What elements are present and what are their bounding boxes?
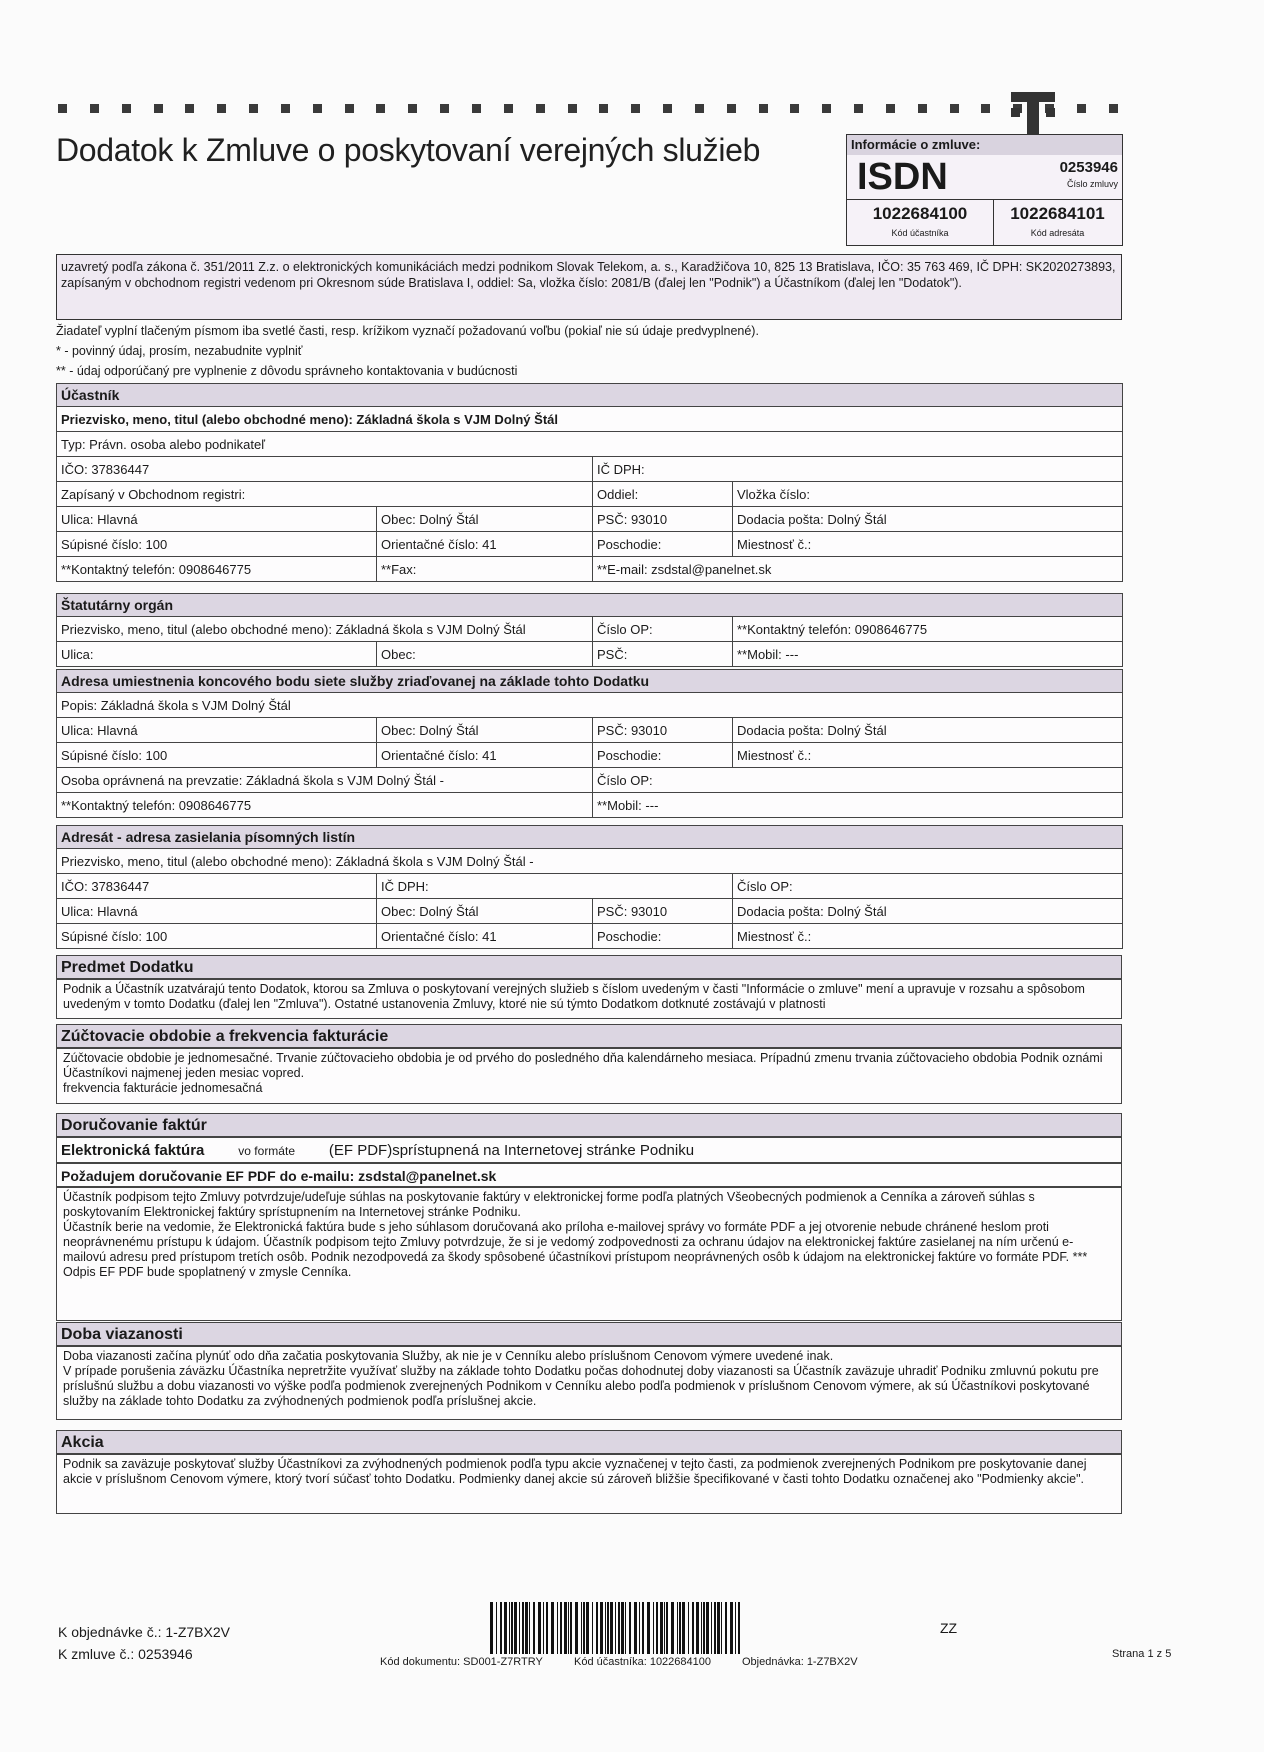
billing-frequency: frekvencia fakturácie jednomesačná: [63, 1081, 263, 1095]
section-participant-title: Účastník: [57, 384, 1123, 407]
participant-orientacne[interactable]: Orientačné číslo: 41: [377, 532, 593, 557]
location-street[interactable]: Ulica: Hlavná: [57, 718, 377, 743]
commitment-text-box: [56, 1346, 1122, 1420]
telekom-logo: [1005, 86, 1061, 136]
participant-email[interactable]: **E-mail: zsdstal@panelnet.sk: [593, 557, 1123, 582]
document-barcode: [490, 1602, 746, 1654]
addressee-code-label: Kód adresáta: [1030, 228, 1085, 238]
addressee-code: 1022684101: [1010, 204, 1105, 223]
participant-street[interactable]: Ulica: Hlavná: [57, 507, 377, 532]
participant-code-box: [847, 199, 994, 246]
addressee-op[interactable]: Číslo OP:: [733, 874, 1123, 899]
contract-info-box: [846, 134, 1123, 246]
delivery-text: Účastník podpisom tejto Zmluvy potvrdzuje/udeľuje súhlas na poskytovanie faktúry v elektronickej forme podľa platných Všeobecných podmienok a Cenníka a zároveň súhlas s poskytovaním Elektronickej faktúry sprístupnením na Internetovej stránke Podniku.: [63, 1190, 1035, 1219]
participant-code-label: Kód účastníka: [891, 228, 949, 238]
location-table: [56, 669, 1123, 818]
note-required: * - povinný údaj, prosím, nezabudnite vyplniť: [56, 344, 303, 358]
location-phone[interactable]: **Kontaktný telefón: 0908646775: [57, 793, 593, 818]
participant-supisne[interactable]: Súpisné číslo: 100: [57, 532, 377, 557]
commitment-text-2: V prípade porušenia záväzku Účastníka nepretržite využívať služby na základe tohto Dodatku počas dohodnutej doby viazanosti sa Účastník zaväzuje uhradiť Podniku zmluvnú pokutu pre príslušnú službu a dobu viazanosti vo výške podľa podmienok zverejnených Podnikom v Cenníku alebo podľa podmienok v príslušnom Cenovom výmere, ak sú Účastníkovi poskytované služby na základe tohto Dodatku za zvýhodnených podmienok podľa príslušnej akcie.: [63, 1364, 1099, 1408]
delivery-format-label: vo formáte: [238, 1144, 295, 1158]
section-commitment-title: Doba viazanosti: [56, 1322, 1122, 1346]
participant-post[interactable]: Dodacia pošta: Dolný Štál: [733, 507, 1123, 532]
footer-zz: ZZ: [940, 1620, 958, 1636]
delivery-efaktura-label: Elektronická faktúra: [61, 1142, 205, 1159]
participant-type[interactable]: Typ: Právn. osoba alebo podnikateľ: [57, 432, 1123, 457]
subject-text: Podnik a Účastník uzatvárajú tento Dodatok, ktorou sa Zmluva o poskytovaní verejných služieb s číslom uvedeným v časti "Informácie o zmluve" mení a upravuje v rozsahu a spôsobom uvedeným v tomto Dodatku (ďalej len "Zmluva"). Ostatné ustanovenia Zmluvy, ktoré nie sú týmto Dodatkom dotknuté zostávajú v platnosti: [56, 979, 1122, 1019]
participant-table: [56, 383, 1123, 582]
participant-fax[interactable]: **Fax:: [377, 557, 593, 582]
addressee-street[interactable]: Ulica: Hlavná: [57, 899, 377, 924]
location-town[interactable]: Obec: Dolný Štál: [377, 718, 593, 743]
delivery-text-box: [56, 1187, 1122, 1321]
section-subject-title: Predmet Dodatku: [56, 955, 1122, 979]
location-orientacne[interactable]: Orientačné číslo: 41: [377, 743, 593, 768]
delivery-efaktura-row[interactable]: [56, 1137, 1122, 1163]
contract-info-title: Informácie o zmluve:: [847, 135, 1122, 155]
participant-room[interactable]: Miestnosť č.:: [733, 532, 1123, 557]
location-description[interactable]: Popis: Základná škola s VJM Dolný Štál: [57, 693, 1123, 718]
addressee-post[interactable]: Dodacia pošta: Dolný Štál: [733, 899, 1123, 924]
section-location-title: Adresa umiestnenia koncového bodu siete služby zriaďovanej na základe tohto Dodatku: [57, 670, 1123, 693]
participant-section[interactable]: Oddiel:: [593, 482, 733, 507]
footer-participant-code: Kód účastníka: 1022684100: [574, 1656, 712, 1668]
statutory-table: [56, 593, 1123, 667]
statutory-town[interactable]: Obec:: [377, 642, 593, 667]
intro-text: uzavretý podľa zákona č. 351/2011 Z.z. o elektronických komunikáciách medzi podnikom Slovak Telekom, a. s., Karadžičova 10, 825 13 Bratislava, IČO: 35 763 469, IČ DPH: SK2020273893, zapísaným v obchodnom registri vedenom pri Okresnom súde Bratislava I, oddiel: Sa, vložka číslo: 2081/B (ďalej len "Podnik") a Účastníkom (ďalej len "Dodatok").: [56, 254, 1122, 320]
statutory-phone[interactable]: **Kontaktný telefón: 0908646775: [733, 617, 1123, 642]
participant-icdph[interactable]: IČ DPH:: [593, 457, 1123, 482]
location-post[interactable]: Dodacia pošta: Dolný Štál: [733, 718, 1123, 743]
addressee-zip[interactable]: PSČ: 93010: [593, 899, 733, 924]
footer-document-code: Kód dokumentu: SD001-Z7RTRY: [380, 1656, 543, 1668]
participant-register[interactable]: Zapísaný v Obchodnom registri:: [57, 482, 593, 507]
section-billing-title: Zúčtovacie obdobie a frekvencia fakturácie: [56, 1024, 1122, 1048]
participant-name[interactable]: Priezvisko, meno, titul (alebo obchodné meno): Základná škola s VJM Dolný Štál: [57, 407, 1123, 432]
billing-text-box: [56, 1048, 1122, 1104]
participant-insert[interactable]: Vložka číslo:: [733, 482, 1123, 507]
location-zip[interactable]: PSČ: 93010: [593, 718, 733, 743]
note-recommended: ** - údaj odporúčaný pre vyplnenie z dôvodu správneho kontaktovania v budúcnosti: [56, 364, 518, 378]
participant-zip[interactable]: PSČ: 93010: [593, 507, 733, 532]
location-mobile[interactable]: **Mobil: ---: [593, 793, 1123, 818]
participant-floor[interactable]: Poschodie:: [593, 532, 733, 557]
participant-code: 1022684100: [872, 204, 968, 223]
location-room[interactable]: Miestnosť č.:: [733, 743, 1123, 768]
footer-order: K objednávke č.: 1-Z7BX2V: [58, 1624, 230, 1640]
addressee-ico[interactable]: IČO: 37836447: [57, 874, 377, 899]
header-dot-line: [58, 104, 1118, 118]
participant-ico[interactable]: IČO: 37836447: [57, 457, 593, 482]
addressee-supisne[interactable]: Súpisné číslo: 100: [57, 924, 377, 949]
statutory-street[interactable]: Ulica:: [57, 642, 377, 667]
billing-text: Zúčtovacie obdobie je jednomesačné. Trvanie zúčtovacieho obdobia je od prvého do posledného dňa kalendárneho mesiaca. Prípadnú zmenu trvania zúčtovacieho obdobia Podnik oznámi Účastníkovi najmenej jeden mesiac vopred.: [63, 1051, 1103, 1080]
addressee-room[interactable]: Miestnosť č.:: [733, 924, 1123, 949]
service-name: ISDN: [857, 156, 948, 198]
participant-phone[interactable]: **Kontaktný telefón: 0908646775: [57, 557, 377, 582]
statutory-op[interactable]: Číslo OP:: [593, 617, 733, 642]
footer-contract: K zmluve č.: 0253946: [58, 1646, 193, 1662]
participant-town[interactable]: Obec: Dolný Štál: [377, 507, 593, 532]
addressee-orientacne[interactable]: Orientačné číslo: 41: [377, 924, 593, 949]
addressee-town[interactable]: Obec: Dolný Štál: [377, 899, 593, 924]
section-addressee-title: Adresát - adresa zasielania písomných listín: [57, 826, 1123, 849]
statutory-zip[interactable]: PSČ:: [593, 642, 733, 667]
section-promo-title: Akcia: [56, 1430, 1122, 1454]
promo-text: Podnik sa zaväzuje poskytovať služby Účastníkovi za zvýhodnených podmienok podľa typu akcie vyznačenej v tejto časti, za podmienok zverejnených Podnikom pre poskytovanie danej akcie v príslušnom Cenovom výmere, ktorý tvorí súčasť tohto Dodatku. Podmienky danej akcie sú zároveň bližšie špecifikované v časti tohto Dodatku označenej ako "Podmienky akcie".: [56, 1454, 1122, 1514]
contract-number-label: Číslo zmluvy: [1066, 179, 1118, 189]
addressee-floor[interactable]: Poschodie:: [593, 924, 733, 949]
section-statutory-title: Štatutárny orgán: [57, 594, 1123, 617]
statutory-name[interactable]: Priezvisko, meno, titul (alebo obchodné meno): Základná škola s VJM Dolný Štál: [57, 617, 593, 642]
contract-number: 0253946: [1059, 159, 1118, 176]
addressee-code-box: [993, 199, 1122, 246]
statutory-mobile[interactable]: **Mobil: ---: [733, 642, 1123, 667]
footer-page-number: Strana 1 z 5: [1112, 1648, 1172, 1660]
addressee-icdph[interactable]: IČ DPH:: [377, 874, 733, 899]
delivery-text-2: Účastník berie na vedomie, že Elektronická faktúra bude s jeho súhlasom doručovaná ako príloha e-mailovej správy vo formáte PDF a jej otvorenie nebude chránené heslom proti neoprávnenému prístupu k údajom. Účastník podpisom tejto Zmluvy potvrdzuje, že si je vedomý zodpovednosti za ochranu údajov na elektronickej faktúre zasielanej na ním určenú e-mailovú adresu pred prístupom tretích osôb. Podnik nezodpovedá za škody spôsobené účastníkovi prístupom neoprávnených osôb k údajom na elektronickej faktúre vo formáte PDF. *** Odpis EF PDF bude spoplatnený v zmysle Cenníka.: [63, 1220, 1088, 1279]
commitment-text: Doba viazanosti začína plynúť odo dňa začatia poskytovania Služby, ak nie je v Cenníku alebo príslušnom Cenovom výmere uvedené inak.: [63, 1349, 834, 1363]
addressee-table: [56, 825, 1123, 949]
addressee-name[interactable]: Priezvisko, meno, titul (alebo obchodné meno): Základná škola s VJM Dolný Štál -: [57, 849, 1123, 874]
location-floor[interactable]: Poschodie:: [593, 743, 733, 768]
page-title: Dodatok k Zmluve o poskytovaní verejných služieb: [56, 132, 761, 168]
location-supisne[interactable]: Súpisné číslo: 100: [57, 743, 377, 768]
location-recipient[interactable]: Osoba oprávnená na prevzatie: Základná škola s VJM Dolný Štál -: [57, 768, 593, 793]
footer-order-2: Objednávka: 1-Z7BX2V: [742, 1656, 858, 1668]
delivery-email-request[interactable]: Požadujem doručovanie EF PDF do e-mailu: zsdstal@panelnet.sk: [56, 1163, 1122, 1187]
note-fill-instructions: Žiadateľ vyplní tlačeným písmom iba svetlé časti, resp. krížikom vyznačí požadovanú voľbu (pokiaľ nie sú údaje predvyplnené).: [56, 324, 759, 338]
location-op[interactable]: Číslo OP:: [593, 768, 1123, 793]
section-delivery-title: Doručovanie faktúr: [56, 1113, 1122, 1137]
delivery-format-value: (EF PDF)sprístupnená na Internetovej stránke Podniku: [328, 1142, 695, 1159]
